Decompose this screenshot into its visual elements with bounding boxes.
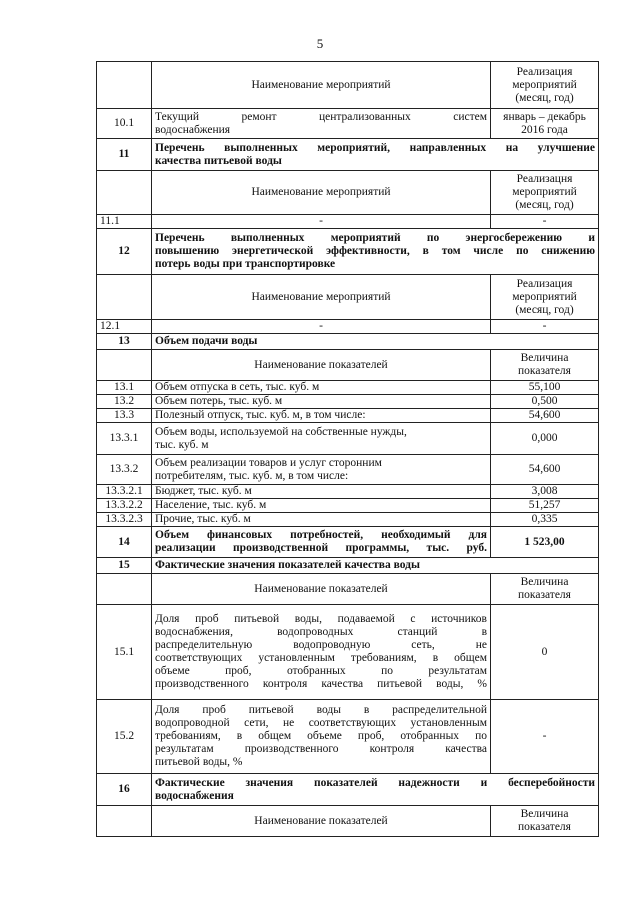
table-row: [97, 513, 599, 527]
row-value: 54,600: [491, 455, 599, 485]
table-header-row: [97, 806, 599, 837]
section-number: 13: [97, 334, 152, 350]
row-number: 13.3.2.2: [97, 499, 152, 513]
table-header-row: [97, 62, 599, 109]
table-row: [97, 455, 599, 485]
row-text: Доля проб питьевой воды, подаваемой с источников водоснабжения, водопроводных станций в распределительную водопроводную сеть, не соответствующих установленным требованиям, в общем объеме проб, отобранных по результатам производственного контроля качества питьевой воды, %: [152, 605, 491, 700]
section-row: [97, 558, 599, 574]
row-value: январь – декабрь 2016 года: [491, 109, 599, 139]
section-number: 11: [97, 139, 152, 171]
row-value: 0,500: [491, 395, 599, 409]
header-num-cell: [97, 171, 152, 215]
row-text: -: [152, 215, 491, 229]
row-text: Объем реализации товаров и услуг сторонним потребителям, тыс. куб. м, в том числе:: [152, 455, 491, 485]
row-number: 15.1: [97, 605, 152, 700]
row-number: 12.1: [97, 320, 152, 334]
table-row: [97, 409, 599, 423]
row-text: Население, тыс. куб. м: [152, 499, 491, 513]
header-num-cell: [97, 806, 152, 837]
table-row: [97, 700, 599, 774]
row-text: Бюджет, тыс. куб. м: [152, 485, 491, 499]
header-indicator-name: Наименование показателей: [152, 350, 491, 381]
row-number: 13.2: [97, 395, 152, 409]
row-value: 54,600: [491, 409, 599, 423]
table-header-row: [97, 350, 599, 381]
row-number: 10.1: [97, 109, 152, 139]
table-row: [97, 395, 599, 409]
section-number: 12: [97, 229, 152, 275]
header-indicator-value: Величина показателя: [491, 806, 599, 837]
section-row: [97, 774, 599, 806]
row-text: Объем отпуска в сеть, тыс. куб. м: [152, 381, 491, 395]
report-table: [96, 61, 599, 837]
row-text: Текущий ремонт централизованных систем водоснабжения: [152, 109, 491, 139]
section-title: Фактические значения показателей надежности и бесперебойности водоснабжения: [152, 774, 599, 806]
header-event-impl: Реализацня мероприятий (месяц, год): [491, 171, 599, 215]
row-number: 13.1: [97, 381, 152, 395]
table-header-row: [97, 574, 599, 605]
row-text: Доля проб питьевой воды в распределительной водопроводной сети, не соответствующих установленным требованиям, в общем объеме проб, отобранных по результатам производственного контроля качества питьевой воды, %: [152, 700, 491, 774]
row-text: Объем воды, используемой на собственные нужды, тыс. куб. м: [152, 423, 491, 455]
row-number: 11.1: [97, 215, 152, 229]
section-title: Перечень выполненных мероприятий по энергосбережению и повышению энергетической эффективности, в том числе по снижению потерь воды при транспортировке: [152, 229, 599, 275]
table-row: [97, 215, 599, 229]
header-event-name: Наименование мероприятий: [152, 62, 491, 109]
row-text: Полезный отпуск, тыс. куб. м, в том числе:: [152, 409, 491, 423]
section-row: [97, 334, 599, 350]
section-number: 14: [97, 527, 152, 558]
section-number: 15: [97, 558, 152, 574]
section-number: 16: [97, 774, 152, 806]
section-title: Объем подачи воды: [152, 334, 599, 350]
header-indicator-name: Наименование показателей: [152, 806, 491, 837]
row-number: 13.3.2: [97, 455, 152, 485]
row-value: 0,335: [491, 513, 599, 527]
row-text: Объем потерь, тыс. куб. м: [152, 395, 491, 409]
row-number: 13.3.1: [97, 423, 152, 455]
header-indicator-value: Величина показателя: [491, 350, 599, 381]
section-row: [97, 139, 599, 171]
table-row: [97, 381, 599, 395]
section-row: [97, 527, 599, 558]
row-value: 51,257: [491, 499, 599, 513]
row-number: 15.2: [97, 700, 152, 774]
page-number: 5: [316, 36, 324, 51]
row-value: 55,100: [491, 381, 599, 395]
header-num-cell: [97, 275, 152, 320]
row-text: -: [152, 320, 491, 334]
row-number: 13.3: [97, 409, 152, 423]
table-row: [97, 499, 599, 513]
header-indicator-value: Величина показателя: [491, 574, 599, 605]
header-event-impl: Реализация мероприятий (месяц, год): [491, 62, 599, 109]
section-title: Объем финансовых потребностей, необходимый для реализации производственной программы, тыс. руб.: [152, 527, 491, 558]
row-value: -: [491, 320, 599, 334]
header-num-cell: [97, 62, 152, 109]
row-value: -: [491, 215, 599, 229]
table-row: [97, 320, 599, 334]
header-num-cell: [97, 350, 152, 381]
row-text: Прочие, тыс. куб. м: [152, 513, 491, 527]
table-row: [97, 423, 599, 455]
header-event-name: Наименование мероприятий: [152, 171, 491, 215]
row-number: 13.3.2.3: [97, 513, 152, 527]
section-title: Перечень выполненных мероприятий, направленных на улучшение качества питьевой воды: [152, 139, 599, 171]
table-row: [97, 109, 599, 139]
row-value: 3,008: [491, 485, 599, 499]
section-row: [97, 229, 599, 275]
table-header-row: [97, 275, 599, 320]
header-indicator-name: Наименование показателей: [152, 574, 491, 605]
table-row: [97, 605, 599, 700]
row-value: 0: [491, 605, 599, 700]
row-number: 13.3.2.1: [97, 485, 152, 499]
row-value: -: [491, 700, 599, 774]
table-header-row: [97, 171, 599, 215]
header-event-name: Наименование мероприятий: [152, 275, 491, 320]
header-num-cell: [97, 574, 152, 605]
header-event-impl: Реализация мероприятий (месяц, год): [491, 275, 599, 320]
section-title: Фактические значения показателей качества воды: [152, 558, 599, 574]
row-value: 0,000: [491, 423, 599, 455]
row-value: 1 523,00: [491, 527, 599, 558]
table-row: [97, 485, 599, 499]
